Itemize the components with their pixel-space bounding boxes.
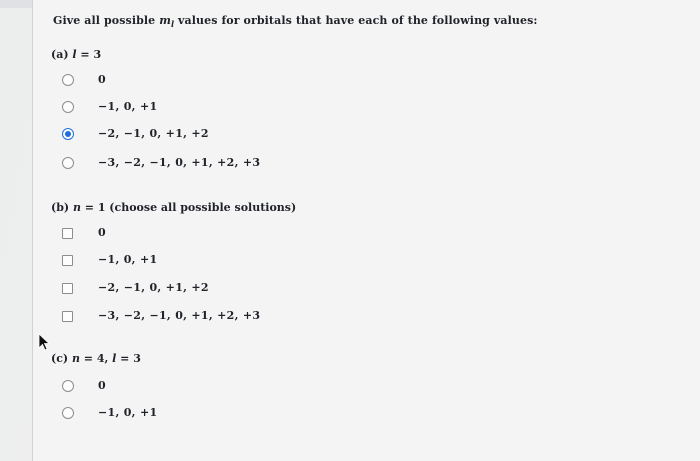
option-text: −2, −1, 0, +1, +2: [98, 127, 209, 140]
part-a-option-4[interactable]: [62, 153, 261, 173]
option-text: −1, 0, +1: [98, 253, 158, 266]
checkbox[interactable]: [62, 283, 73, 294]
radio-button[interactable]: [62, 407, 74, 419]
part-b-option-2[interactable]: [62, 250, 158, 270]
part-c-option-1[interactable]: [62, 376, 106, 396]
part-a-option-3[interactable]: [62, 124, 209, 144]
part-c-option-2[interactable]: [62, 403, 158, 423]
option-text: −3, −2, −1, 0, +1, +2, +3: [98, 156, 261, 169]
option-text: 0: [98, 73, 106, 86]
option-text: −3, −2, −1, 0, +1, +2, +3: [98, 309, 261, 322]
part-b-option-4[interactable]: [62, 306, 261, 326]
option-text: −1, 0, +1: [98, 100, 158, 113]
radio-button[interactable]: [62, 380, 74, 392]
radio-button[interactable]: [62, 74, 74, 86]
question-page: [32, 0, 700, 461]
radio-button[interactable]: [62, 101, 74, 113]
part-a-label: (a) l = 3: [51, 48, 102, 61]
option-text: 0: [98, 379, 106, 392]
radio-button-selected[interactable]: [62, 128, 74, 140]
checkbox[interactable]: [62, 255, 73, 266]
part-a-option-2[interactable]: [62, 97, 158, 117]
option-text: 0: [98, 226, 106, 239]
option-text: −1, 0, +1: [98, 406, 158, 419]
part-b-label: (b) n = 1 (choose all possible solutions): [51, 201, 297, 214]
checkbox[interactable]: [62, 311, 73, 322]
part-b-option-3[interactable]: [62, 278, 209, 298]
part-c-label: (c) n = 4, l = 3: [51, 352, 141, 365]
checkbox[interactable]: [62, 228, 73, 239]
part-a-option-1[interactable]: [62, 70, 106, 90]
radio-button[interactable]: [62, 157, 74, 169]
question-title: Give all possible $m_l$ values for orbitals that have each of the following values:: [53, 14, 538, 30]
part-b-option-1[interactable]: [62, 223, 106, 243]
mouse-cursor-icon: [38, 333, 50, 351]
option-text: −2, −1, 0, +1, +2: [98, 281, 209, 294]
